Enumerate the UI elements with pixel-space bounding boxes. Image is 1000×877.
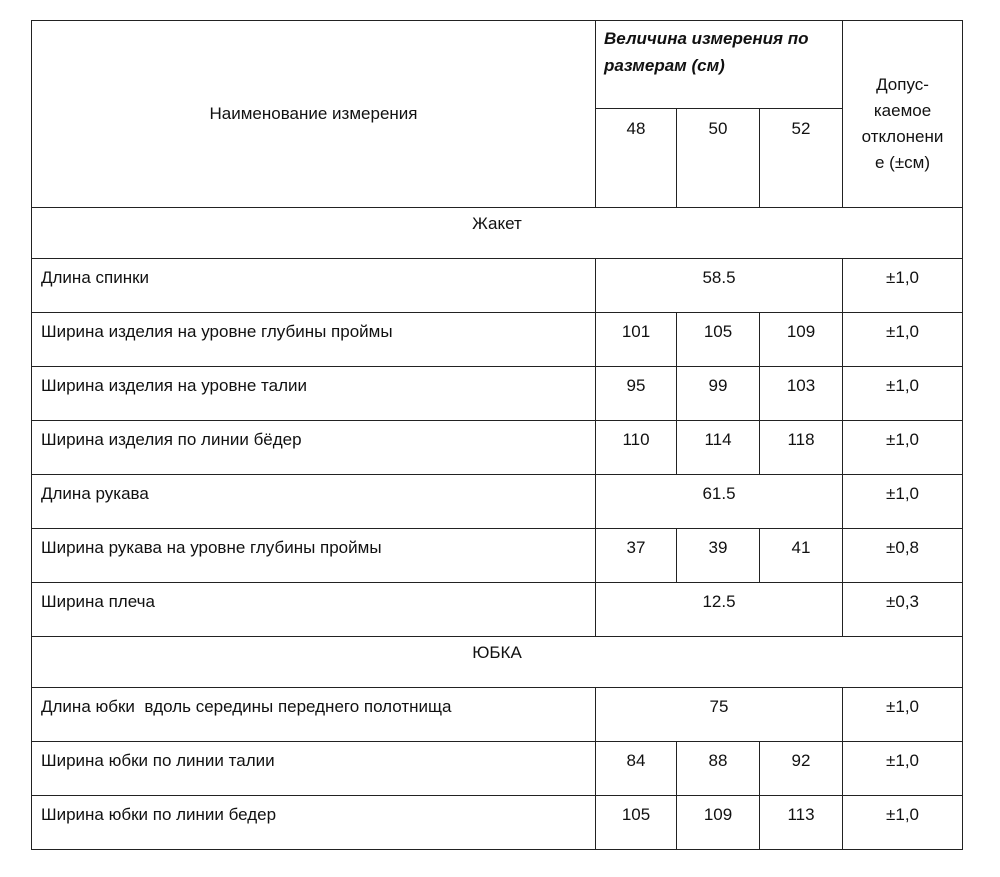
measurement-value-all-sizes: 12.5 [596,583,843,637]
measurement-value-50: 109 [677,796,760,850]
measurement-name: Ширина рукава на уровне глубины проймы [32,529,596,583]
header-row-top [32,21,963,109]
tolerance-value: ±1,0 [843,313,963,367]
measurement-value-52: 103 [760,367,843,421]
measurement-value-52: 92 [760,742,843,796]
measurement-value-48: 84 [596,742,677,796]
measurement-value-all-sizes: 75 [596,688,843,742]
table-row [32,421,963,475]
measurement-value-50: 88 [677,742,760,796]
measurement-value-50: 105 [677,313,760,367]
measurement-value-52: 41 [760,529,843,583]
tolerance-value: ±1,0 [843,367,963,421]
table-row [32,259,963,313]
size-header-48: 48 [596,109,677,208]
measurement-value-50: 39 [677,529,760,583]
measurement-name: Ширина юбки по линии бедер [32,796,596,850]
measurement-value-50: 99 [677,367,760,421]
measurement-name-header: Наименование измерения [32,21,596,208]
table-row [32,313,963,367]
table-row [32,742,963,796]
measurement-value-all-sizes: 61.5 [596,475,843,529]
measurement-value-header: Величина измерения по размерам (см) [596,21,843,109]
measurement-value-48: 105 [596,796,677,850]
measurement-name: Длина спинки [32,259,596,313]
measurement-value-52: 118 [760,421,843,475]
section-row-jacket [32,208,963,259]
tolerance-value: ±0,3 [843,583,963,637]
section-title: ЮБКА [32,637,963,688]
size-header-50: 50 [677,109,760,208]
tolerance-value: ±1,0 [843,259,963,313]
measurement-name: Длина юбки вдоль середины переднего полотнища [32,688,596,742]
measurement-value-50: 114 [677,421,760,475]
section-row-skirt [32,637,963,688]
tolerance-value: ±1,0 [843,421,963,475]
measurement-value-48: 95 [596,367,677,421]
measurement-value-48: 101 [596,313,677,367]
measurement-name: Ширина изделия на уровне талии [32,367,596,421]
measurement-table [31,20,963,850]
measurement-value-all-sizes: 58.5 [596,259,843,313]
table-row [32,529,963,583]
measurement-name: Ширина юбки по линии талии [32,742,596,796]
tolerance-value: ±1,0 [843,796,963,850]
section-title: Жакет [32,208,963,259]
tolerance-value: ±1,0 [843,688,963,742]
measurement-name: Ширина изделия на уровне глубины проймы [32,313,596,367]
table-row [32,367,963,421]
measurement-value-48: 110 [596,421,677,475]
tolerance-value: ±1,0 [843,475,963,529]
tolerance-value: ±0,8 [843,529,963,583]
tolerance-value: ±1,0 [843,742,963,796]
table-row [32,688,963,742]
table-row [32,475,963,529]
tolerance-header: Допус- каемое отклонени е (±см) [843,21,963,208]
measurement-name: Ширина изделия по линии бёдер [32,421,596,475]
measurement-value-48: 37 [596,529,677,583]
table-row [32,796,963,850]
size-header-52: 52 [760,109,843,208]
measurement-name: Ширина плеча [32,583,596,637]
table-row [32,583,963,637]
measurement-name: Длина рукава [32,475,596,529]
measurement-value-52: 109 [760,313,843,367]
measurement-value-52: 113 [760,796,843,850]
